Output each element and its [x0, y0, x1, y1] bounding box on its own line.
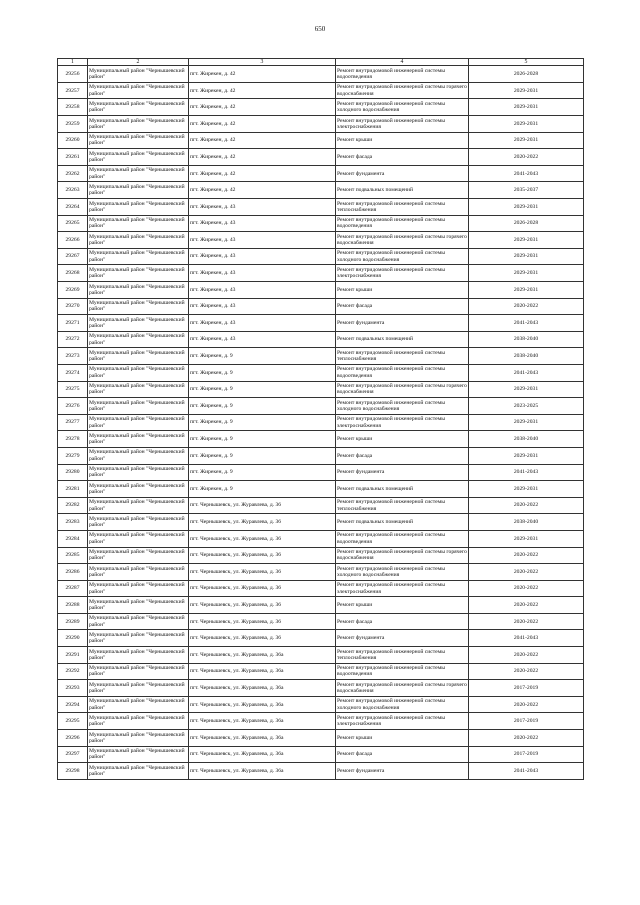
period-cell: 2029-2031: [469, 99, 584, 116]
address-cell: пгт. Чернышевск, ул. Журавлева, д. 36: [189, 514, 336, 531]
municipality-cell: Муниципальный район "Чернышевский район": [88, 381, 189, 398]
table-row: [58, 364, 584, 381]
work-type-cell: Ремонт подвальных помещений: [336, 331, 469, 348]
municipality-cell: Муниципальный район "Чернышевский район": [88, 315, 189, 332]
period-cell: 2029-2031: [469, 248, 584, 265]
work-type-cell: Ремонт внутридомовой инженерной системы электроснабжения: [336, 414, 469, 431]
address-cell: пгт. Жирекен, д. 43: [189, 232, 336, 249]
municipality-cell: Муниципальный район "Чернышевский район": [88, 680, 189, 697]
table-row: [58, 464, 584, 481]
municipality-cell: Муниципальный район "Чернышевский район": [88, 530, 189, 547]
municipality-cell: Муниципальный район "Чернышевский район": [88, 597, 189, 614]
work-type-cell: Ремонт фасада: [336, 447, 469, 464]
address-cell: пгт. Жирекен, д. 9: [189, 447, 336, 464]
table-row: [58, 696, 584, 713]
municipality-cell: Муниципальный район "Чернышевский район": [88, 431, 189, 448]
period-cell: 2041-2043: [469, 315, 584, 332]
row-number-cell: 29298: [58, 763, 88, 780]
address-cell: пгт. Чернышевск, ул. Журавлева, д. 36а: [189, 746, 336, 763]
address-cell: пгт. Чернышевск, ул. Журавлева, д. 36: [189, 530, 336, 547]
municipality-cell: Муниципальный район "Чернышевский район": [88, 613, 189, 630]
period-cell: 2029-2031: [469, 282, 584, 299]
period-cell: 2029-2031: [469, 481, 584, 498]
row-number-cell: 29290: [58, 630, 88, 647]
address-cell: пгт. Жирекен, д. 43: [189, 248, 336, 265]
table-row: [58, 447, 584, 464]
municipality-cell: Муниципальный район "Чернышевский район": [88, 730, 189, 747]
column-header: 5: [469, 59, 584, 66]
period-cell: 2029-2031: [469, 116, 584, 133]
period-cell: 2020-2022: [469, 613, 584, 630]
period-cell: 2020-2022: [469, 298, 584, 315]
header-row: [58, 59, 584, 66]
municipality-cell: Муниципальный район "Чернышевский район": [88, 99, 189, 116]
column-header: 2: [88, 59, 189, 66]
work-type-cell: Ремонт внутридомовой инженерной системы холодного водоснабжения: [336, 564, 469, 581]
table-row: [58, 547, 584, 564]
period-cell: 2035-2037: [469, 182, 584, 199]
row-number-cell: 29267: [58, 248, 88, 265]
row-number-cell: 29283: [58, 514, 88, 531]
address-cell: пгт. Чернышевск, ул. Журавлева, д. 36: [189, 580, 336, 597]
period-cell: 2038-2040: [469, 348, 584, 365]
row-number-cell: 29277: [58, 414, 88, 431]
address-cell: пгт. Жирекен, д. 43: [189, 298, 336, 315]
work-type-cell: Ремонт внутридомовой инженерной системы водоотведения: [336, 215, 469, 232]
work-type-cell: Ремонт внутридомовой инженерной системы теплоснабжения: [336, 348, 469, 365]
address-cell: пгт. Чернышевск, ул. Журавлева, д. 36а: [189, 713, 336, 730]
row-number-cell: 29272: [58, 331, 88, 348]
row-number-cell: 29275: [58, 381, 88, 398]
period-cell: 2038-2040: [469, 331, 584, 348]
municipality-cell: Муниципальный район "Чернышевский район": [88, 348, 189, 365]
table-row: [58, 199, 584, 216]
address-cell: пгт. Жирекен, д. 9: [189, 381, 336, 398]
period-cell: 2029-2031: [469, 265, 584, 282]
work-type-cell: Ремонт внутридомовой инженерной системы электроснабжения: [336, 580, 469, 597]
municipality-cell: Муниципальный район "Чернышевский район": [88, 647, 189, 664]
row-number-cell: 29292: [58, 663, 88, 680]
address-cell: пгт. Чернышевск, ул. Журавлева, д. 36: [189, 564, 336, 581]
address-cell: пгт. Чернышевск, ул. Журавлева, д. 36: [189, 547, 336, 564]
table-row: [58, 564, 584, 581]
address-cell: пгт. Жирекен, д. 42: [189, 182, 336, 199]
address-cell: пгт. Чернышевск, ул. Журавлева, д. 36: [189, 613, 336, 630]
address-cell: пгт. Чернышевск, ул. Журавлева, д. 36а: [189, 696, 336, 713]
work-type-cell: Ремонт внутридомовой инженерной системы горячего водоснабжения: [336, 547, 469, 564]
row-number-cell: 29263: [58, 182, 88, 199]
table-row: [58, 348, 584, 365]
municipality-cell: Муниципальный район "Чернышевский район": [88, 215, 189, 232]
period-cell: 2026-2028: [469, 66, 584, 83]
table-row: [58, 514, 584, 531]
work-type-cell: Ремонт внутридомовой инженерной системы теплоснабжения: [336, 647, 469, 664]
work-type-cell: Ремонт фасада: [336, 746, 469, 763]
municipality-cell: Муниципальный район "Чернышевский район": [88, 663, 189, 680]
municipality-cell: Муниципальный район "Чернышевский район": [88, 248, 189, 265]
period-cell: 2029-2031: [469, 199, 584, 216]
municipality-cell: Муниципальный район "Чернышевский район": [88, 713, 189, 730]
address-cell: пгт. Чернышевск, ул. Журавлева, д. 36: [189, 630, 336, 647]
table-row: [58, 381, 584, 398]
row-number-cell: 29260: [58, 132, 88, 149]
municipality-cell: Муниципальный район "Чернышевский район": [88, 547, 189, 564]
municipality-cell: Муниципальный район "Чернышевский район": [88, 199, 189, 216]
row-number-cell: 29281: [58, 481, 88, 498]
work-type-cell: Ремонт крыши: [336, 132, 469, 149]
row-number-cell: 29280: [58, 464, 88, 481]
municipality-cell: Муниципальный район "Чернышевский район": [88, 414, 189, 431]
row-number-cell: 29266: [58, 232, 88, 249]
address-cell: пгт. Жирекен, д. 43: [189, 331, 336, 348]
address-cell: пгт. Чернышевск, ул. Журавлева, д. 36а: [189, 730, 336, 747]
row-number-cell: 29258: [58, 99, 88, 116]
period-cell: 2020-2022: [469, 597, 584, 614]
municipality-cell: Муниципальный район "Чернышевский район": [88, 265, 189, 282]
address-cell: пгт. Жирекен, д. 43: [189, 282, 336, 299]
work-type-cell: Ремонт крыши: [336, 431, 469, 448]
table-row: [58, 481, 584, 498]
work-type-cell: Ремонт фундамента: [336, 763, 469, 780]
work-type-cell: Ремонт крыши: [336, 730, 469, 747]
table-row: [58, 282, 584, 299]
table-row: [58, 713, 584, 730]
row-number-cell: 29271: [58, 315, 88, 332]
work-type-cell: Ремонт фундамента: [336, 464, 469, 481]
table-row: [58, 398, 584, 415]
address-cell: пгт. Чернышевск, ул. Журавлева, д. 36а: [189, 647, 336, 664]
municipality-cell: Муниципальный район "Чернышевский район": [88, 165, 189, 182]
municipality-cell: Муниципальный район "Чернышевский район": [88, 514, 189, 531]
row-number-cell: 29257: [58, 82, 88, 99]
work-type-cell: Ремонт фасада: [336, 149, 469, 166]
address-cell: пгт. Жирекен, д. 9: [189, 481, 336, 498]
row-number-cell: 29293: [58, 680, 88, 697]
municipality-cell: Муниципальный район "Чернышевский район": [88, 66, 189, 83]
period-cell: 2020-2022: [469, 647, 584, 664]
address-cell: пгт. Жирекен, д. 42: [189, 149, 336, 166]
row-number-cell: 29269: [58, 282, 88, 299]
work-type-cell: Ремонт крыши: [336, 282, 469, 299]
municipality-cell: Муниципальный район "Чернышевский район": [88, 464, 189, 481]
period-cell: 2020-2022: [469, 696, 584, 713]
row-number-cell: 29256: [58, 66, 88, 83]
address-cell: пгт. Жирекен, д. 9: [189, 398, 336, 415]
period-cell: 2041-2043: [469, 763, 584, 780]
address-cell: пгт. Чернышевск, ул. Журавлева, д. 36а: [189, 680, 336, 697]
period-cell: 2029-2031: [469, 414, 584, 431]
row-number-cell: 29278: [58, 431, 88, 448]
row-number-cell: 29259: [58, 116, 88, 133]
address-cell: пгт. Жирекен, д. 9: [189, 431, 336, 448]
period-cell: 2029-2031: [469, 132, 584, 149]
address-cell: пгт. Жирекен, д. 42: [189, 165, 336, 182]
row-number-cell: 29291: [58, 647, 88, 664]
row-number-cell: 29296: [58, 730, 88, 747]
row-number-cell: 29276: [58, 398, 88, 415]
row-number-cell: 29264: [58, 199, 88, 216]
table-row: [58, 580, 584, 597]
work-type-cell: Ремонт фасада: [336, 298, 469, 315]
table-row: [58, 165, 584, 182]
row-number-cell: 29289: [58, 613, 88, 630]
period-cell: 2041-2043: [469, 165, 584, 182]
work-type-cell: Ремонт фасада: [336, 613, 469, 630]
period-cell: 2020-2022: [469, 580, 584, 597]
column-header: 4: [336, 59, 469, 66]
period-cell: 2029-2031: [469, 82, 584, 99]
address-cell: пгт. Жирекен, д. 42: [189, 99, 336, 116]
table-row: [58, 99, 584, 116]
address-cell: пгт. Жирекен, д. 9: [189, 464, 336, 481]
work-type-cell: Ремонт внутридомовой инженерной системы горячего водоснабжения: [336, 232, 469, 249]
table-row: [58, 298, 584, 315]
work-type-cell: Ремонт внутридомовой инженерной системы холодного водоснабжения: [336, 99, 469, 116]
period-cell: 2029-2031: [469, 447, 584, 464]
municipality-cell: Муниципальный район "Чернышевский район": [88, 298, 189, 315]
table-row: [58, 613, 584, 630]
address-cell: пгт. Чернышевск, ул. Журавлева, д. 36: [189, 497, 336, 514]
work-type-cell: Ремонт подвальных помещений: [336, 514, 469, 531]
work-type-cell: Ремонт внутридомовой инженерной системы водоотведения: [336, 66, 469, 83]
row-number-cell: 29274: [58, 364, 88, 381]
address-cell: пгт. Чернышевск, ул. Журавлева, д. 36: [189, 597, 336, 614]
column-header: 3: [189, 59, 336, 66]
table-row: [58, 647, 584, 664]
row-number-cell: 29273: [58, 348, 88, 365]
work-type-cell: Ремонт внутридомовой инженерной системы водоотведения: [336, 663, 469, 680]
period-cell: 2038-2040: [469, 431, 584, 448]
table-row: [58, 149, 584, 166]
municipality-cell: Муниципальный район "Чернышевский район": [88, 580, 189, 597]
row-number-cell: 29261: [58, 149, 88, 166]
municipality-cell: Муниципальный район "Чернышевский район": [88, 763, 189, 780]
work-type-cell: Ремонт внутридомовой инженерной системы электроснабжения: [336, 116, 469, 133]
table-row: [58, 680, 584, 697]
period-cell: 2023-2025: [469, 398, 584, 415]
page-number: 650: [314, 25, 326, 33]
municipality-cell: Муниципальный район "Чернышевский район": [88, 364, 189, 381]
row-number-cell: 29287: [58, 580, 88, 597]
period-cell: 2020-2022: [469, 730, 584, 747]
repair-schedule-table: [57, 58, 584, 780]
work-type-cell: Ремонт внутридомовой инженерной системы горячего водоснабжения: [336, 680, 469, 697]
table-row: [58, 663, 584, 680]
table-row: [58, 182, 584, 199]
table-row: [58, 597, 584, 614]
municipality-cell: Муниципальный район "Чернышевский район": [88, 696, 189, 713]
work-type-cell: Ремонт фундамента: [336, 315, 469, 332]
period-cell: 2026-2028: [469, 215, 584, 232]
address-cell: пгт. Жирекен, д. 42: [189, 66, 336, 83]
period-cell: 2041-2043: [469, 364, 584, 381]
municipality-cell: Муниципальный район "Чернышевский район": [88, 331, 189, 348]
municipality-cell: Муниципальный район "Чернышевский район": [88, 82, 189, 99]
work-type-cell: Ремонт внутридомовой инженерной системы холодного водоснабжения: [336, 398, 469, 415]
column-header: 1: [58, 59, 88, 66]
table-row: [58, 730, 584, 747]
municipality-cell: Муниципальный район "Чернышевский район": [88, 398, 189, 415]
period-cell: 2029-2031: [469, 232, 584, 249]
table-row: [58, 431, 584, 448]
table-row: [58, 331, 584, 348]
row-number-cell: 29295: [58, 713, 88, 730]
table-row: [58, 232, 584, 249]
period-cell: 2041-2043: [469, 464, 584, 481]
table-row: [58, 497, 584, 514]
work-type-cell: Ремонт внутридомовой инженерной системы водоотведения: [336, 364, 469, 381]
row-number-cell: 29262: [58, 165, 88, 182]
address-cell: пгт. Жирекен, д. 43: [189, 315, 336, 332]
municipality-cell: Муниципальный район "Чернышевский район": [88, 447, 189, 464]
period-cell: 2020-2022: [469, 547, 584, 564]
work-type-cell: Ремонт внутридомовой инженерной системы холодного водоснабжения: [336, 696, 469, 713]
row-number-cell: 29284: [58, 530, 88, 547]
work-type-cell: Ремонт подвальных помещений: [336, 481, 469, 498]
address-cell: пгт. Чернышевск, ул. Журавлева, д. 36а: [189, 663, 336, 680]
work-type-cell: Ремонт внутридомовой инженерной системы электроснабжения: [336, 713, 469, 730]
municipality-cell: Муниципальный район "Чернышевский район": [88, 182, 189, 199]
row-number-cell: 29265: [58, 215, 88, 232]
period-cell: 2020-2022: [469, 149, 584, 166]
period-cell: 2017-2019: [469, 680, 584, 697]
municipality-cell: Муниципальный район "Чернышевский район": [88, 481, 189, 498]
table-row: [58, 66, 584, 83]
row-number-cell: 29268: [58, 265, 88, 282]
period-cell: 2017-2019: [469, 713, 584, 730]
municipality-cell: Муниципальный район "Чернышевский район": [88, 116, 189, 133]
work-type-cell: Ремонт внутридомовой инженерной системы электроснабжения: [336, 265, 469, 282]
work-type-cell: Ремонт крыши: [336, 597, 469, 614]
work-type-cell: Ремонт внутридомовой инженерной системы горячего водоснабжения: [336, 82, 469, 99]
row-number-cell: 29270: [58, 298, 88, 315]
period-cell: 2041-2043: [469, 630, 584, 647]
municipality-cell: Муниципальный район "Чернышевский район": [88, 232, 189, 249]
address-cell: пгт. Жирекен, д. 9: [189, 348, 336, 365]
table-row: [58, 248, 584, 265]
table-row: [58, 530, 584, 547]
period-cell: 2017-2019: [469, 746, 584, 763]
work-type-cell: Ремонт внутридомовой инженерной системы горячего водоснабжения: [336, 381, 469, 398]
table-row: [58, 116, 584, 133]
period-cell: 2020-2022: [469, 564, 584, 581]
address-cell: пгт. Жирекен, д. 42: [189, 82, 336, 99]
table-row: [58, 82, 584, 99]
work-type-cell: Ремонт фундамента: [336, 630, 469, 647]
municipality-cell: Муниципальный район "Чернышевский район": [88, 149, 189, 166]
address-cell: пгт. Жирекен, д. 43: [189, 215, 336, 232]
table-row: [58, 265, 584, 282]
table-row: [58, 630, 584, 647]
municipality-cell: Муниципальный район "Чернышевский район": [88, 132, 189, 149]
address-cell: пгт. Чернышевск, ул. Журавлева, д. 36а: [189, 763, 336, 780]
row-number-cell: 29279: [58, 447, 88, 464]
table-body: [58, 66, 584, 780]
table-row: [58, 746, 584, 763]
table-row: [58, 763, 584, 780]
period-cell: 2020-2022: [469, 497, 584, 514]
table-row: [58, 215, 584, 232]
municipality-cell: Муниципальный район "Чернышевский район": [88, 746, 189, 763]
municipality-cell: Муниципальный район "Чернышевский район": [88, 282, 189, 299]
work-type-cell: Ремонт внутридомовой инженерной системы холодного водоснабжения: [336, 248, 469, 265]
row-number-cell: 29297: [58, 746, 88, 763]
row-number-cell: 29288: [58, 597, 88, 614]
period-cell: 2029-2031: [469, 530, 584, 547]
table-row: [58, 315, 584, 332]
row-number-cell: 29294: [58, 696, 88, 713]
row-number-cell: 29282: [58, 497, 88, 514]
table-row: [58, 132, 584, 149]
address-cell: пгт. Жирекен, д. 9: [189, 414, 336, 431]
period-cell: 2038-2040: [469, 514, 584, 531]
municipality-cell: Муниципальный район "Чернышевский район": [88, 564, 189, 581]
address-cell: пгт. Жирекен, д. 43: [189, 265, 336, 282]
work-type-cell: Ремонт внутридомовой инженерной системы теплоснабжения: [336, 497, 469, 514]
period-cell: 2020-2022: [469, 663, 584, 680]
period-cell: 2029-2031: [469, 381, 584, 398]
municipality-cell: Муниципальный район "Чернышевский район": [88, 497, 189, 514]
work-type-cell: Ремонт фундамента: [336, 165, 469, 182]
work-type-cell: Ремонт подвальных помещений: [336, 182, 469, 199]
address-cell: пгт. Жирекен, д. 43: [189, 199, 336, 216]
address-cell: пгт. Жирекен, д. 42: [189, 132, 336, 149]
row-number-cell: 29285: [58, 547, 88, 564]
address-cell: пгт. Жирекен, д. 42: [189, 116, 336, 133]
municipality-cell: Муниципальный район "Чернышевский район": [88, 630, 189, 647]
row-number-cell: 29286: [58, 564, 88, 581]
work-type-cell: Ремонт внутридомовой инженерной системы теплоснабжения: [336, 199, 469, 216]
table-row: [58, 414, 584, 431]
work-type-cell: Ремонт внутридомовой инженерной системы водоотведения: [336, 530, 469, 547]
address-cell: пгт. Жирекен, д. 9: [189, 364, 336, 381]
